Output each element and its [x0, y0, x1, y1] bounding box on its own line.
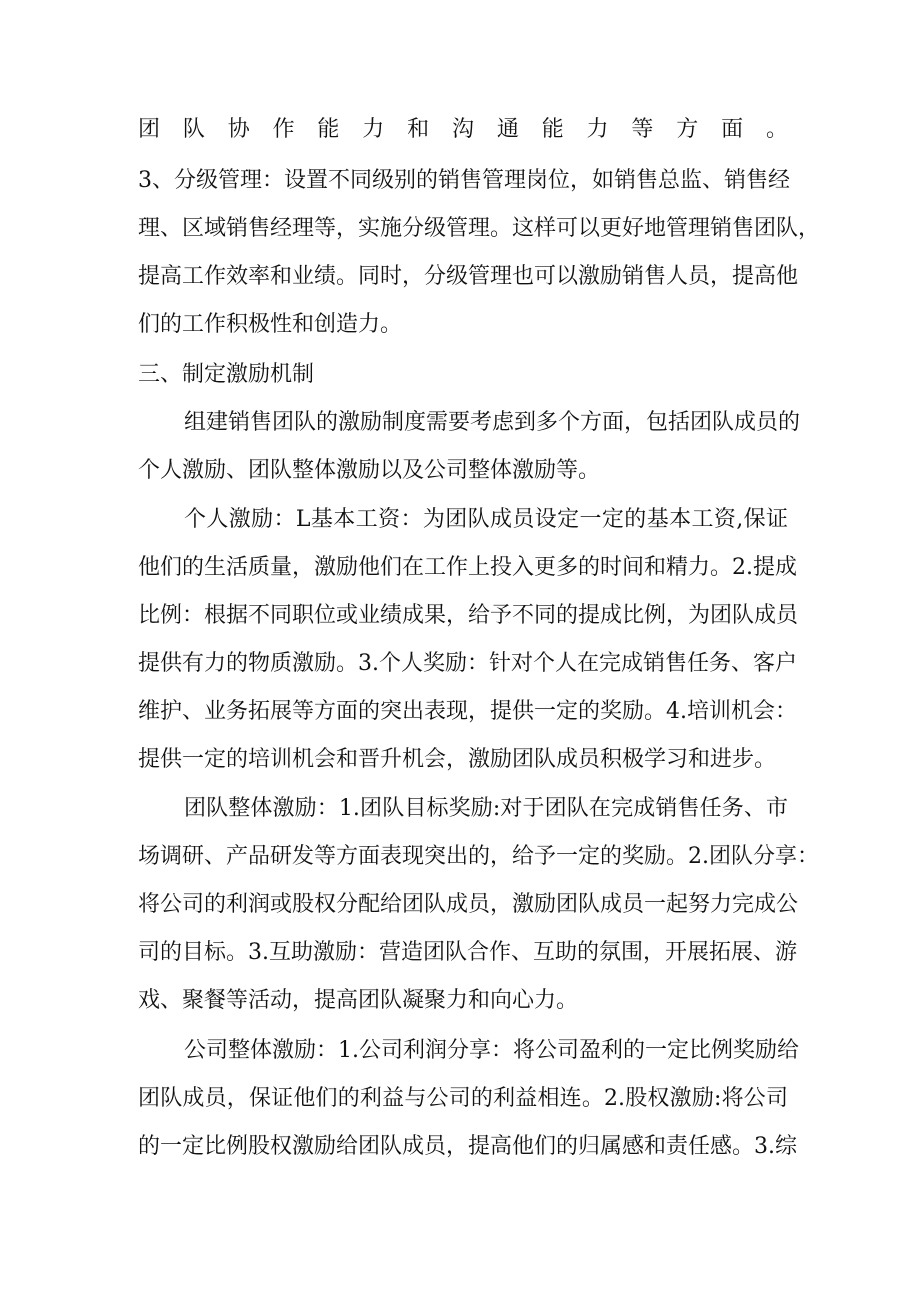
text-line: 3、分级管理：设置不同级别的销售管理岗位，如销售总监、销售经: [138, 168, 790, 193]
text-line: 们的工作积极性和创造力。: [138, 312, 403, 337]
text-line: 提高工作效率和业绩。同时，分级管理也可以激励销售人员，提高他: [138, 264, 799, 289]
text-line: 公司整体激励：1.公司利润分享：将公司盈利的一定比例奖励给: [184, 1038, 799, 1063]
text-line: 提供有力的物质激励。3.个人奖励：针对个人在完成销售任务、客户: [138, 651, 797, 676]
text-line: 团队整体激励：1.团队目标奖励:对于团队在完成销售任务、市: [184, 796, 788, 821]
text-line: 司的目标。3.互助激励：营造团队合作、互助的氛围，开展拓展、游: [138, 940, 797, 965]
text-line: 将公司的利润或股权分配给团队成员，激励团队成员一起努力完成公: [138, 892, 799, 917]
section-heading: 三、制定激励机制: [138, 362, 315, 387]
text-line: 维护、业务拓展等方面的突出表现，提供一定的奖励。4.培训机会：: [138, 699, 797, 724]
text-line: 比例：根据不同职位或业绩成果，给予不同的提成比例，为团队成员: [138, 603, 799, 628]
text-line: 团队成员，保证他们的利益与公司的利益相连。2.股权激励:将公司: [138, 1086, 788, 1111]
text-line: 的一定比例股权激励给团队成员，提高他们的归属感和责任感。3.综: [138, 1134, 797, 1159]
text-line: 戏、聚餐等活动，提高团队凝聚力和向心力。: [138, 988, 579, 1013]
text-line: 个人激励：L基本工资：为团队成员设定一定的基本工资,保证: [184, 507, 788, 532]
text-line: 团队协作能力和沟通能力等方面。: [138, 117, 788, 142]
text-line: 场调研、产品研发等方面表现突出的，给予一定的奖励。2.团队分享：: [138, 844, 819, 869]
text-line: 组建销售团队的激励制度需要考虑到多个方面，包括团队成员的: [184, 410, 801, 435]
text-line: 理、区域销售经理等，实施分级管理。这样可以更好地管理销售团队，: [138, 216, 821, 241]
text-line: 个人激励、团队整体激励以及公司整体激励等。: [138, 458, 601, 483]
text-line: 提供一定的培训机会和晋升机会，激励团队成员积极学习和进步。: [138, 747, 777, 772]
text-line: 他们的生活质量，激励他们在工作上投入更多的时间和精力。2.提成: [138, 555, 797, 580]
